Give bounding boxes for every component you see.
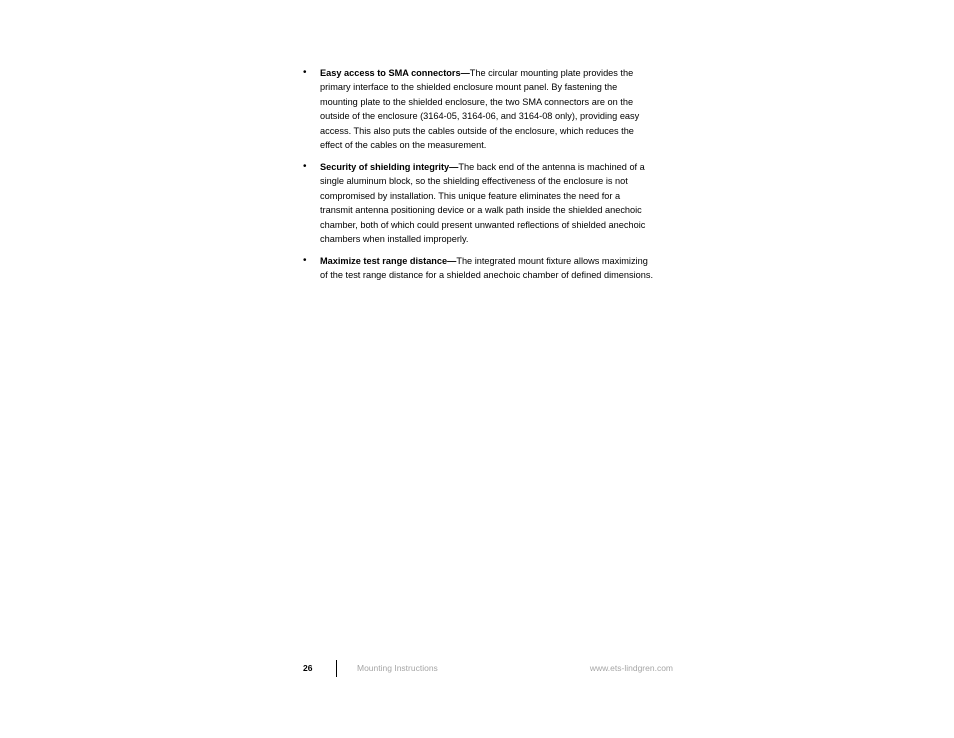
bullet-heading: Easy access to SMA connectors— [320, 68, 470, 78]
list-item [303, 254, 655, 283]
bullet-text: The integrated mount fixture allows maximizing of the test range distance for a shielded anechoic chamber of defined dimensions. [320, 255, 653, 281]
footer-section-title: Mounting Instructions [357, 663, 438, 673]
page-footer [303, 660, 673, 677]
bullet-text: The circular mounting plate provides the primary interface to the shielded enclosure mount panel. By fastening the mounting plate to the shielded enclosure, the two SMA connectors are on the outside of the enclosure (3164-05, 3164-06, and 3164-08 only), providing easy access. This also puts the cables outside of the enclosure, which reduces the effect of the cables on the measurement. [320, 68, 640, 151]
list-item [303, 160, 655, 246]
list-item [303, 66, 655, 152]
footer-url: www.ets-lindgren.com [589, 663, 673, 673]
page-content [303, 66, 655, 290]
bullet-heading: Security of shielding integrity— [320, 161, 459, 172]
bullet-icon: • [303, 160, 307, 172]
bullet-icon: • [303, 254, 307, 266]
feature-list [303, 66, 655, 283]
page-number: 26 [303, 663, 313, 673]
bullet-icon: • [303, 67, 307, 78]
footer-divider [336, 660, 337, 677]
bullet-text: The back end of the antenna is machined of a single aluminum block, so the shielding effectiveness of the enclosure is not compromised by installation. This unique feature eliminates the need for a transmit antenna positioning device or a walk path inside the shielded anechoic chamber, both of which could present unwanted reflections of shielded anechoic chambers when installed improperly. [320, 161, 646, 244]
bullet-heading: Maximize test range distance— [320, 255, 457, 266]
